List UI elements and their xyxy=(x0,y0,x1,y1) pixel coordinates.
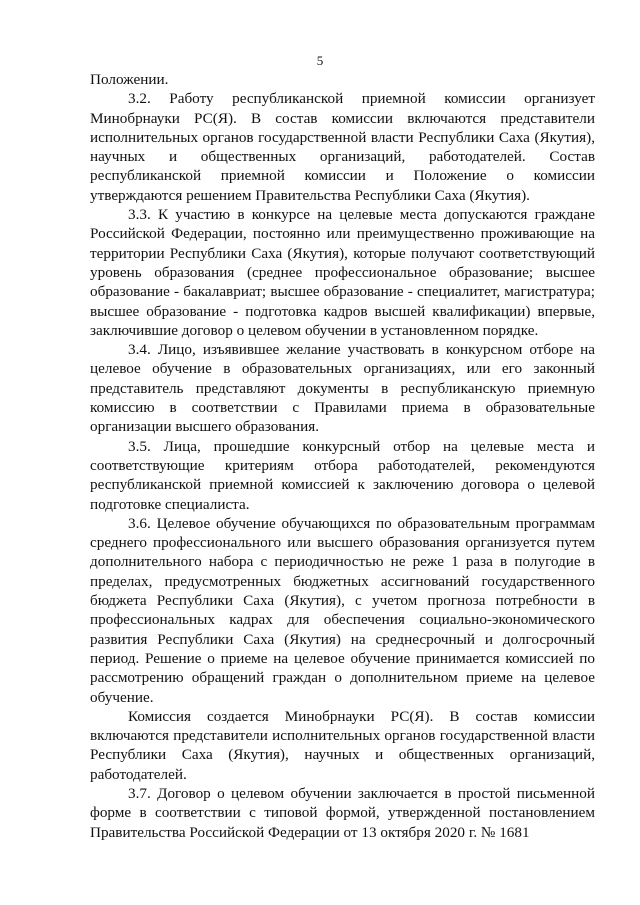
paragraph-3-6: 3.6. Целевое обучение обучающихся по образовательным программам среднего профессионального или высшего образования организуется путем дополнительного набора с периодичностью не реже 1 раза в полугодие в пределах, предусмотренных бюджетных ассигнований государственного бюджета Республики Саха (Якутия), с учетом прогноза потребности в профессиональных кадрах для обеспечения социально-экономического развития Республики Саха (Якутия) на среднесрочный и долгосрочный период. Решение о приеме на целевое обучение принимается комиссией по рассмотрению обращений граждан о дополнительном приеме на целевое обучение. xyxy=(90,514,595,706)
page-number: 5 xyxy=(316,53,324,68)
paragraph-3-4: 3.4. Лицо, изъявившее желание участвовать в конкурсном отборе на целевое обучение в образовательных организациях, или его законный представитель представляют документы в республиканскую приемную комиссию в соответствии с Правилами приема в образовательные организации высшего образования. xyxy=(90,341,595,436)
paragraph-3-2: 3.2. Работу республиканской приемной комиссии организует Минобрнауки РС(Я). В состав комиссии включаются представители исполнительных органов государственной власти Республики Саха (Якутия), научных и общественных организаций, работодателей. Состав республиканской приемной комиссии и Положение о комиссии утверждаются решением Правительства Республики Саха (Якутия). xyxy=(90,90,595,204)
document-body xyxy=(90,70,595,842)
paragraph-3-3: 3.3. К участию в конкурсе на целевые места допускаются граждане Российской Федерации, постоянно или преимущественно проживающие на территории Республики Саха (Якутия), которые получают соответствующий уровень образования (среднее профессиональное образование; высшее образование - бакалавриат; высшее образование - специалитет, магистратура; высшее образование - подготовка кадров высшей квалификации) впервые, заключившие договор о целевом обучении в установленном порядке. xyxy=(90,206,595,339)
paragraph-3-7: 3.7. Договор о целевом обучении заключается в простой письменной форме в соответствии с типовой формой, утвержденной постановлением Правительства Российской Федерации от 13 октября 2020 г. № 1681 xyxy=(90,784,595,841)
paragraph-continuation: Положении. xyxy=(90,71,169,88)
paragraph-commission: Комиссия создается Минобрнауки РС(Я). В состав комиссии включаются представители исполнительных органов государственной власти Республики Саха (Якутия), научных и общественных организаций, работодателей. xyxy=(90,707,595,783)
paragraph-3-5: 3.5. Лица, прошедшие конкурсный отбор на целевые места и соответствующие критериям отбора работодателей, рекомендуются республиканской приемной комиссией к заключению договора о целевой подготовке специалиста. xyxy=(90,437,595,513)
